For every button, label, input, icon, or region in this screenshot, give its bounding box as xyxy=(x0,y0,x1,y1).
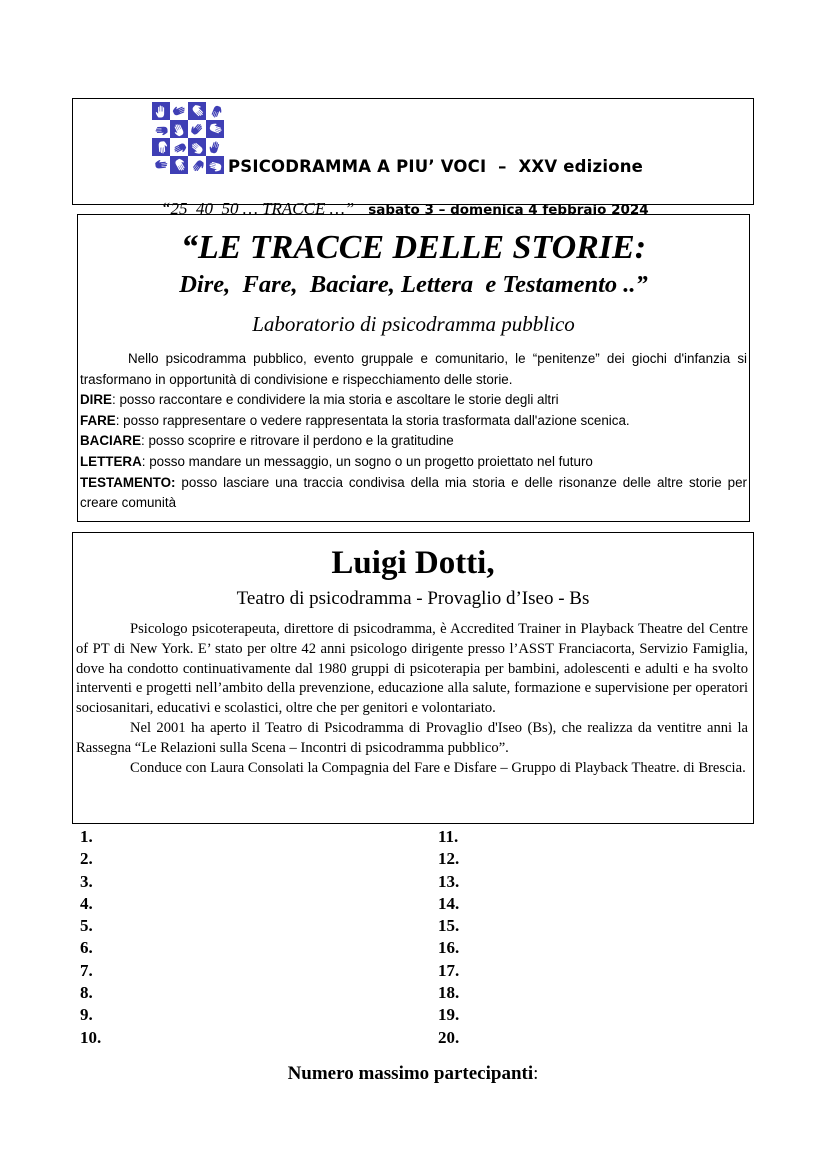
bio-box xyxy=(72,532,754,824)
participant-slot: 12. xyxy=(438,849,460,869)
participants-list-left xyxy=(80,826,101,1049)
event-item-sep: : xyxy=(141,433,149,449)
participant-slot: 14. xyxy=(438,893,460,913)
logo-cell xyxy=(188,120,206,138)
max-participants-label xyxy=(0,1063,826,1085)
logo-cell xyxy=(206,120,224,138)
hand-icon xyxy=(206,156,224,174)
bio-paragraph: Nel 2001 ha aperto il Teatro di Psicodramma di Provaglio d'Iseo (Bs), che realizza da ventitre anni la Rassegna “Le Relazioni sulla Scena – Incontri di psicodramma pubblico”. xyxy=(76,719,748,756)
event-item-term: LETTERA xyxy=(80,453,142,469)
hand-icon xyxy=(186,154,207,175)
bio-paragraph: Psicologo psicoterapeuta, direttore di psicodramma, è Accredited Trainer in Playback Theatre del Centre of PT di New York. E’ stato per oltre 42 anni psicologo dirigente presso l’ASST Franciacorta, Servizio Famiglia, dove ha condotto continuativamente dal 1980 gruppi di psicoterapia per bambini, adolescenti e adulti e ha svolto interventi e progetti nell’ambito della prevenzione, educazione alla salute, formazione e supervisione per operatori sociosanitari, educativi e scolastici, oltre che per genitori e volontariato. xyxy=(76,621,748,717)
logo-cell xyxy=(188,102,206,120)
participant-slot: 8. xyxy=(80,983,93,1003)
participant-slot: 3. xyxy=(80,871,93,891)
event-item xyxy=(80,390,747,411)
event-item xyxy=(80,431,747,452)
hand-icon xyxy=(169,101,189,121)
participant-slot: 5. xyxy=(80,916,93,936)
logo-cell xyxy=(170,102,188,120)
event-item-text: posso scoprire e ritrovare il perdono e la gratitudine xyxy=(148,433,454,449)
event-tagline: “25 40 50 … TRACCE …” xyxy=(161,199,355,218)
participant-slot: 7. xyxy=(80,960,93,980)
event-item-sep: : xyxy=(141,453,150,469)
event-item-sep: : xyxy=(115,412,124,428)
hand-icon xyxy=(154,104,169,119)
logo-cell xyxy=(170,120,188,138)
event-item-text: posso lasciare una traccia condivisa della mia storia e delle risonanze delle altre storie per creare comunità xyxy=(80,474,747,511)
event-item-sep: : xyxy=(112,392,120,408)
event-series-title: PSICODRAMMA A PIU’ VOCI – XXV edizione xyxy=(228,157,644,176)
conductor-name: Luigi Dotti, xyxy=(331,545,495,581)
header-box xyxy=(72,98,754,218)
event-intro xyxy=(80,349,747,514)
hand-icon xyxy=(169,137,189,157)
lab-title: Laboratorio di psicodramma pubblico xyxy=(252,312,575,336)
event-item-text: posso raccontare e condividere la mia storia e ascoltare le storie degli altri xyxy=(119,392,559,408)
max-participants-colon: : xyxy=(533,1063,539,1084)
participant-slot: 1. xyxy=(80,827,93,846)
max-participants-text: Numero massimo partecipanti xyxy=(287,1063,534,1084)
event-item xyxy=(80,473,747,514)
participant-slot: 11. xyxy=(438,827,459,846)
hand-icon xyxy=(205,119,224,138)
event-items-list xyxy=(80,390,747,514)
participant-slot: 10. xyxy=(80,1027,102,1047)
participant-slot: 17. xyxy=(438,960,460,980)
participant-slot: 4. xyxy=(80,893,93,913)
logo-cell xyxy=(152,120,170,138)
conductor-affiliation: Teatro di psicodramma - Provaglio d’Iseo - Bs xyxy=(236,588,590,609)
logo-cell xyxy=(152,156,170,174)
event-subtitle: Dire, Fare, Baciare, Lettera e Testamento ..” xyxy=(179,271,648,298)
event-item-term: TESTAMENTO: xyxy=(80,474,176,490)
intro-paragraph: Nello psicodramma pubblico, evento gruppale e comunitario, le “penitenze” dei giochi d'infanzia si trasformano in opportunità di condivisione e rispecchiamento delle storie. xyxy=(80,351,747,387)
logo-cell xyxy=(206,156,224,174)
bio-text xyxy=(76,620,748,778)
event-dates: sabato 3 – domenica 4 febbraio 2024 xyxy=(368,202,649,218)
event-item-term: FARE xyxy=(80,412,116,428)
participant-slot: 20. xyxy=(438,1027,460,1047)
event-item-term: BACIARE xyxy=(80,433,142,449)
event-description-box xyxy=(77,214,750,522)
event-item-text: posso mandare un messaggio, un sogno o un progetto proiettato nel futuro xyxy=(149,453,593,469)
event-item xyxy=(80,452,747,473)
logo-cell xyxy=(152,102,170,120)
participant-slot: 2. xyxy=(80,849,93,869)
logo-cell xyxy=(152,138,170,156)
logo-cell xyxy=(170,138,188,156)
hand-icon xyxy=(153,157,169,173)
participant-slot: 9. xyxy=(80,1005,93,1025)
participant-slot: 15. xyxy=(438,916,460,936)
logo-cell xyxy=(188,156,206,174)
hands-logo xyxy=(152,102,224,174)
hand-icon xyxy=(186,136,207,157)
participant-slot: 13. xyxy=(438,871,460,891)
hand-icon xyxy=(169,155,189,175)
logo-cell xyxy=(206,102,224,120)
event-item-term: DIRE xyxy=(80,392,112,408)
event-item-text: posso rappresentare o vedere rappresentata la storia trasformata dall'azione scenica. xyxy=(123,412,630,428)
hand-icon xyxy=(153,139,169,155)
hand-icon xyxy=(206,138,225,157)
logo-cell xyxy=(170,156,188,174)
event-item xyxy=(80,411,747,432)
hand-icon xyxy=(205,101,224,120)
participants-list-right xyxy=(438,826,459,1049)
participant-slot: 19. xyxy=(438,1005,460,1025)
logo-cell xyxy=(188,138,206,156)
participant-slot: 18. xyxy=(438,983,460,1003)
participant-slot: 6. xyxy=(80,938,93,958)
bio-paragraph: Conduce con Laura Consolati la Compagnia del Fare e Disfare – Gruppo di Playback Theatre. di Brescia. xyxy=(130,759,746,776)
participant-slot: 16. xyxy=(438,938,460,958)
logo-cell xyxy=(206,138,224,156)
hand-icon xyxy=(153,121,169,137)
event-main-title: “LE TRACCE DELLE STORIE: xyxy=(180,229,647,266)
